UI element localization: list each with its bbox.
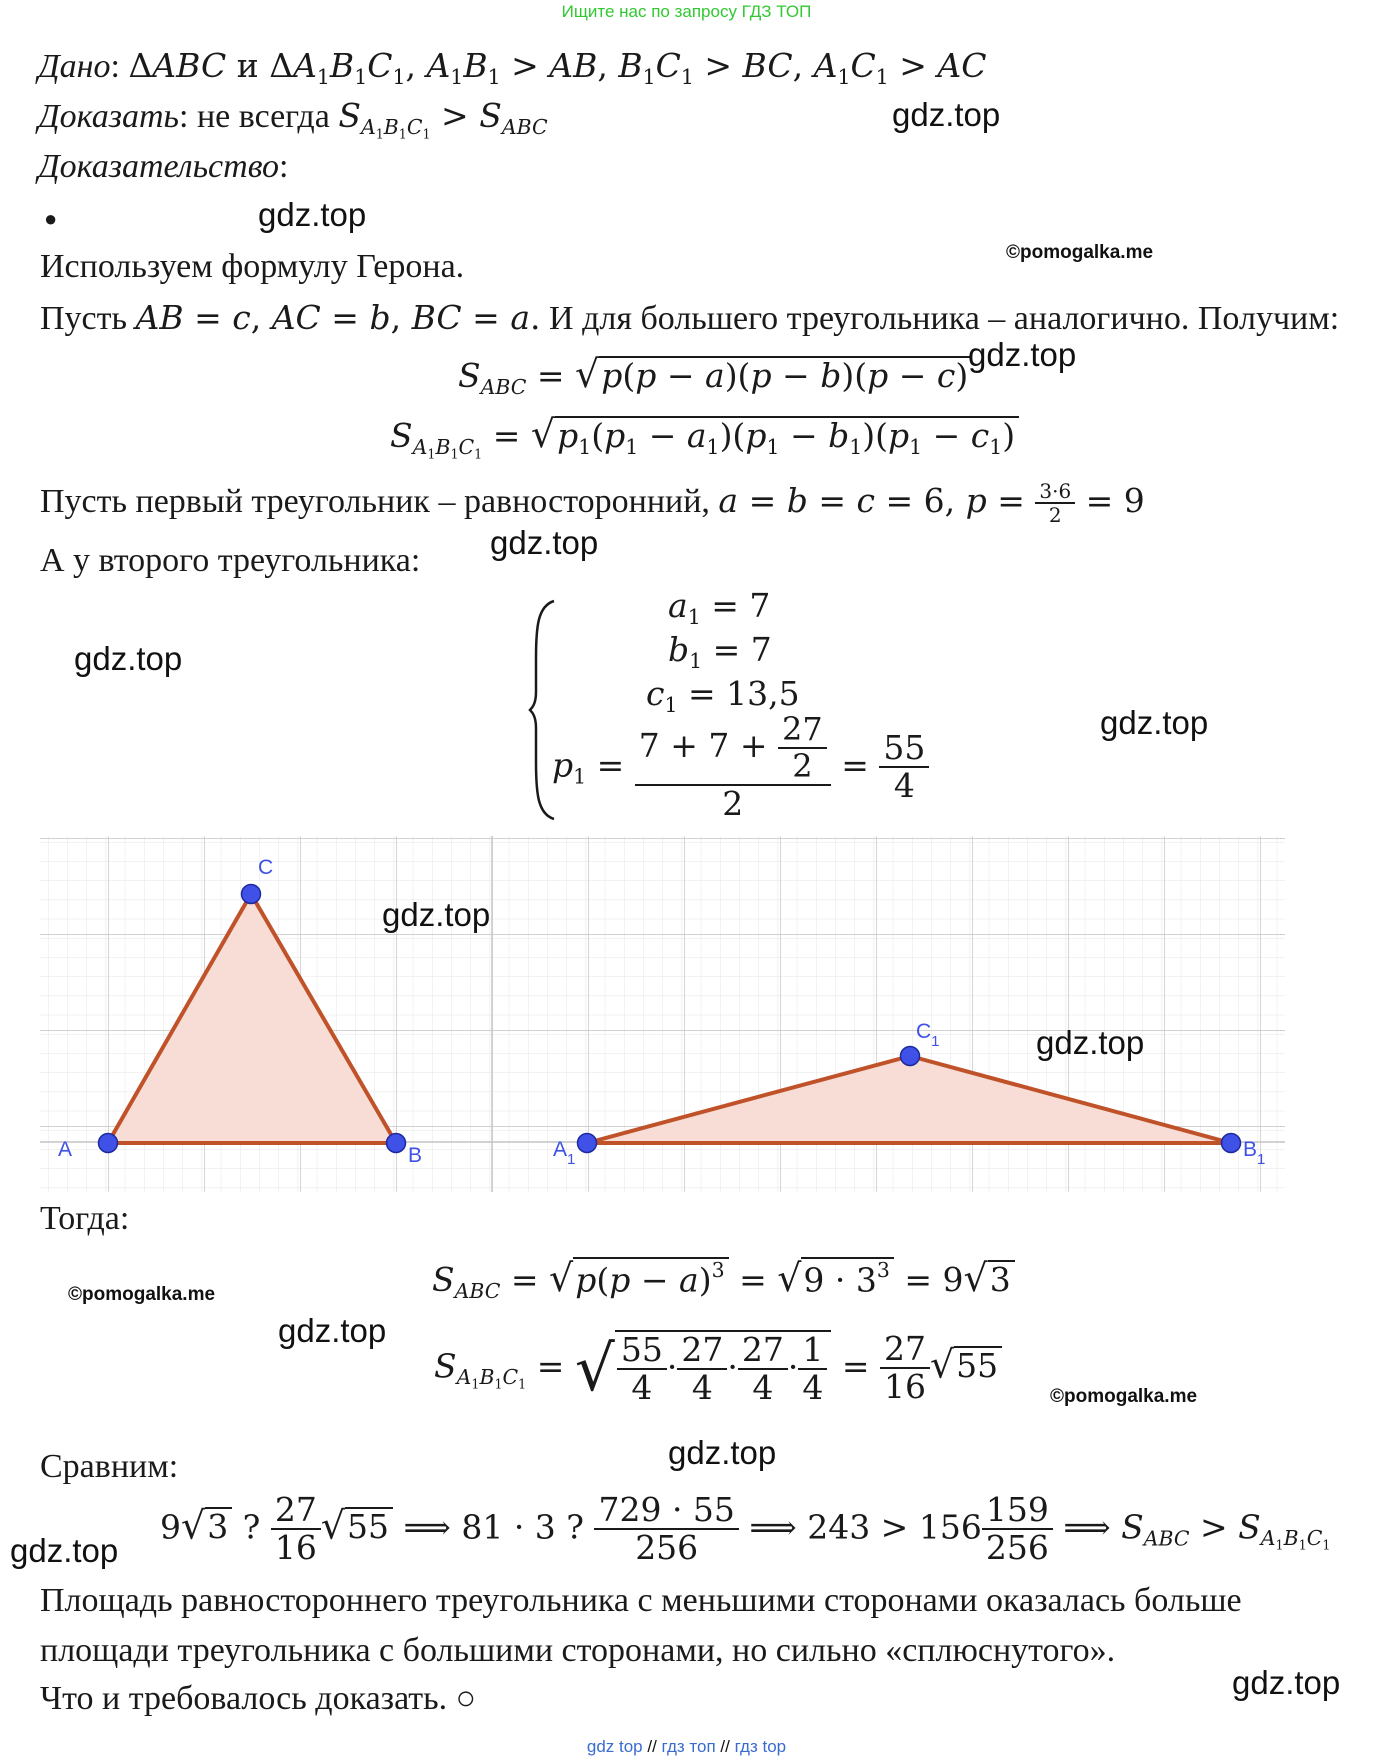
header-link[interactable]: Ищите нас по запросу ГДЗ ТОП: [561, 2, 812, 21]
prove-label: Доказать: [38, 98, 179, 135]
watermark-gdz: gdz.top: [490, 524, 599, 561]
area-a1b1c1-formula: $S_{A_1B_1C_1}$ = √ $\frac{55}{4}$ · $\frac{27}{4}$ · $\frac{27}{4}$ · $\frac{1}{4}$ = $\frac{27}{16}$ √55: [434, 1330, 1002, 1407]
conclusion-line-1: Площадь равностороннего треугольника с меньшими сторонами оказалась больше: [40, 1582, 1242, 1619]
label-a1: $A_1$: [553, 1138, 576, 1168]
area-abc-formula: $S_{ABC} = √p(p - a)^3 = √9 \cdot 3^3 = 9√3$: [432, 1256, 1015, 1303]
footer-link-1[interactable]: gdz top: [586, 1737, 643, 1756]
watermark-gdz: gdz.top: [382, 896, 491, 933]
proof-label: Доказательство:: [38, 148, 289, 185]
system-a1: $a_1 = 7$: [668, 586, 771, 630]
heron-line: Используем формулу Герона.: [40, 248, 465, 285]
label-a: A: [58, 1138, 73, 1161]
watermark-pomogalka: ©pomogalka.me: [1006, 242, 1154, 263]
footer-separator: //: [720, 1737, 730, 1756]
footer-links: [0, 1737, 1373, 1757]
watermark-gdz: gdz.top: [74, 640, 183, 677]
label-c1: $C_1$: [916, 1020, 940, 1050]
point-b: [387, 1134, 406, 1153]
label-c: C: [258, 856, 274, 879]
compare-line: Сравним:: [40, 1448, 179, 1485]
watermark-gdz: gdz.top: [10, 1532, 119, 1569]
second-triangle-line: А у второго треугольника:: [40, 542, 421, 579]
heron-formula-a1b1c1: $S_{A_1B_1C_1} = √p_1(p_1 - a_1)(p_1 - b_1)(p_1 - c_1)$: [390, 412, 1019, 462]
equilateral-line: Пусть первый треугольник – равносторонний, a = b = c = 6, p = $\frac{3\cdot 6}{2}$ = 9: [40, 479, 1145, 527]
footer-link-2[interactable]: гдз топ: [661, 1737, 716, 1756]
bullet: ●: [44, 206, 58, 231]
then-line: Тогда:: [40, 1200, 130, 1237]
watermark-gdz: gdz.top: [968, 336, 1077, 373]
watermark-pomogalka: ©pomogalka.me: [1050, 1386, 1198, 1407]
triangles-figure: [40, 836, 1285, 1192]
label-b1: $B_1$: [1243, 1138, 1266, 1168]
point-c: [242, 885, 261, 904]
heron-formula-abc: $S_{ABC} = √p(p - a)(p - b)(p - c)$: [458, 352, 972, 399]
conclusion-line-2: площади треугольника с большими сторонами, но сильно «сплюснутого».: [40, 1632, 1116, 1669]
watermark-gdz: gdz.top: [668, 1434, 777, 1471]
watermark-pomogalka: ©pomogalka.me: [68, 1284, 216, 1305]
point-c1: [901, 1047, 920, 1066]
watermark-gdz: gdz.top: [1100, 704, 1209, 741]
system-p1: $p_1$ = 7 + 7 + $\frac{27}{2}$ 2 = $\frac{55}{4}$: [552, 712, 929, 823]
prove-line: Доказать: не всегда $S_{A_1B_1C_1} > S_{ABC}$: [38, 96, 548, 142]
label-b: B: [408, 1144, 423, 1167]
prove-text: не всегда: [196, 98, 330, 135]
qed-line: Что и требовалось доказать. ○: [40, 1680, 477, 1717]
prove-formula: $S_{A_1B_1C_1} > S_{ABC}$: [338, 96, 548, 142]
given-line: Дано: ΔABC и $\Delta A_1B_1C_1$, $A_1B_1$ > AB, $B_1C_1$ > BC, $A_1C_1$ > AC: [38, 46, 987, 90]
watermark-gdz: gdz.top: [258, 196, 367, 233]
watermark-gdz: gdz.top: [278, 1312, 387, 1349]
watermark-gdz: gdz.top: [1036, 1024, 1145, 1061]
point-b1: [1222, 1134, 1241, 1153]
system-c1: $c_1 = 13,5$: [646, 674, 800, 718]
footer-separator: //: [647, 1737, 657, 1756]
given-formula: ΔABC и $\Delta A_1B_1C_1$, $A_1B_1$ > AB, $B_1C_1$ > BC, $A_1C_1$ > AC: [128, 46, 987, 90]
comparison-formula: 9√3 ? $\frac{27}{16}$ √55 ⟹ 81 · 3 ? $\frac{729 \cdot 55}{256}$ ⟹ 243 > 156 $\frac{159}{256}$ ⟹ $S_{ABC} > S_{A_1B_1C_1}$: [160, 1490, 1331, 1568]
given-label: Дано: [38, 48, 111, 85]
let-line: Пусть AB = c, AC = b, BC = a. И для большего треугольника – аналогично. Получим:: [40, 298, 1340, 337]
watermark-gdz: gdz.top: [1232, 1664, 1341, 1701]
point-a: [99, 1134, 118, 1153]
watermark-gdz: gdz.top: [892, 96, 1001, 133]
footer-link-3[interactable]: гдз top: [734, 1737, 787, 1756]
point-a1: [578, 1134, 597, 1153]
system-b1: $b_1 = 7$: [668, 630, 772, 674]
